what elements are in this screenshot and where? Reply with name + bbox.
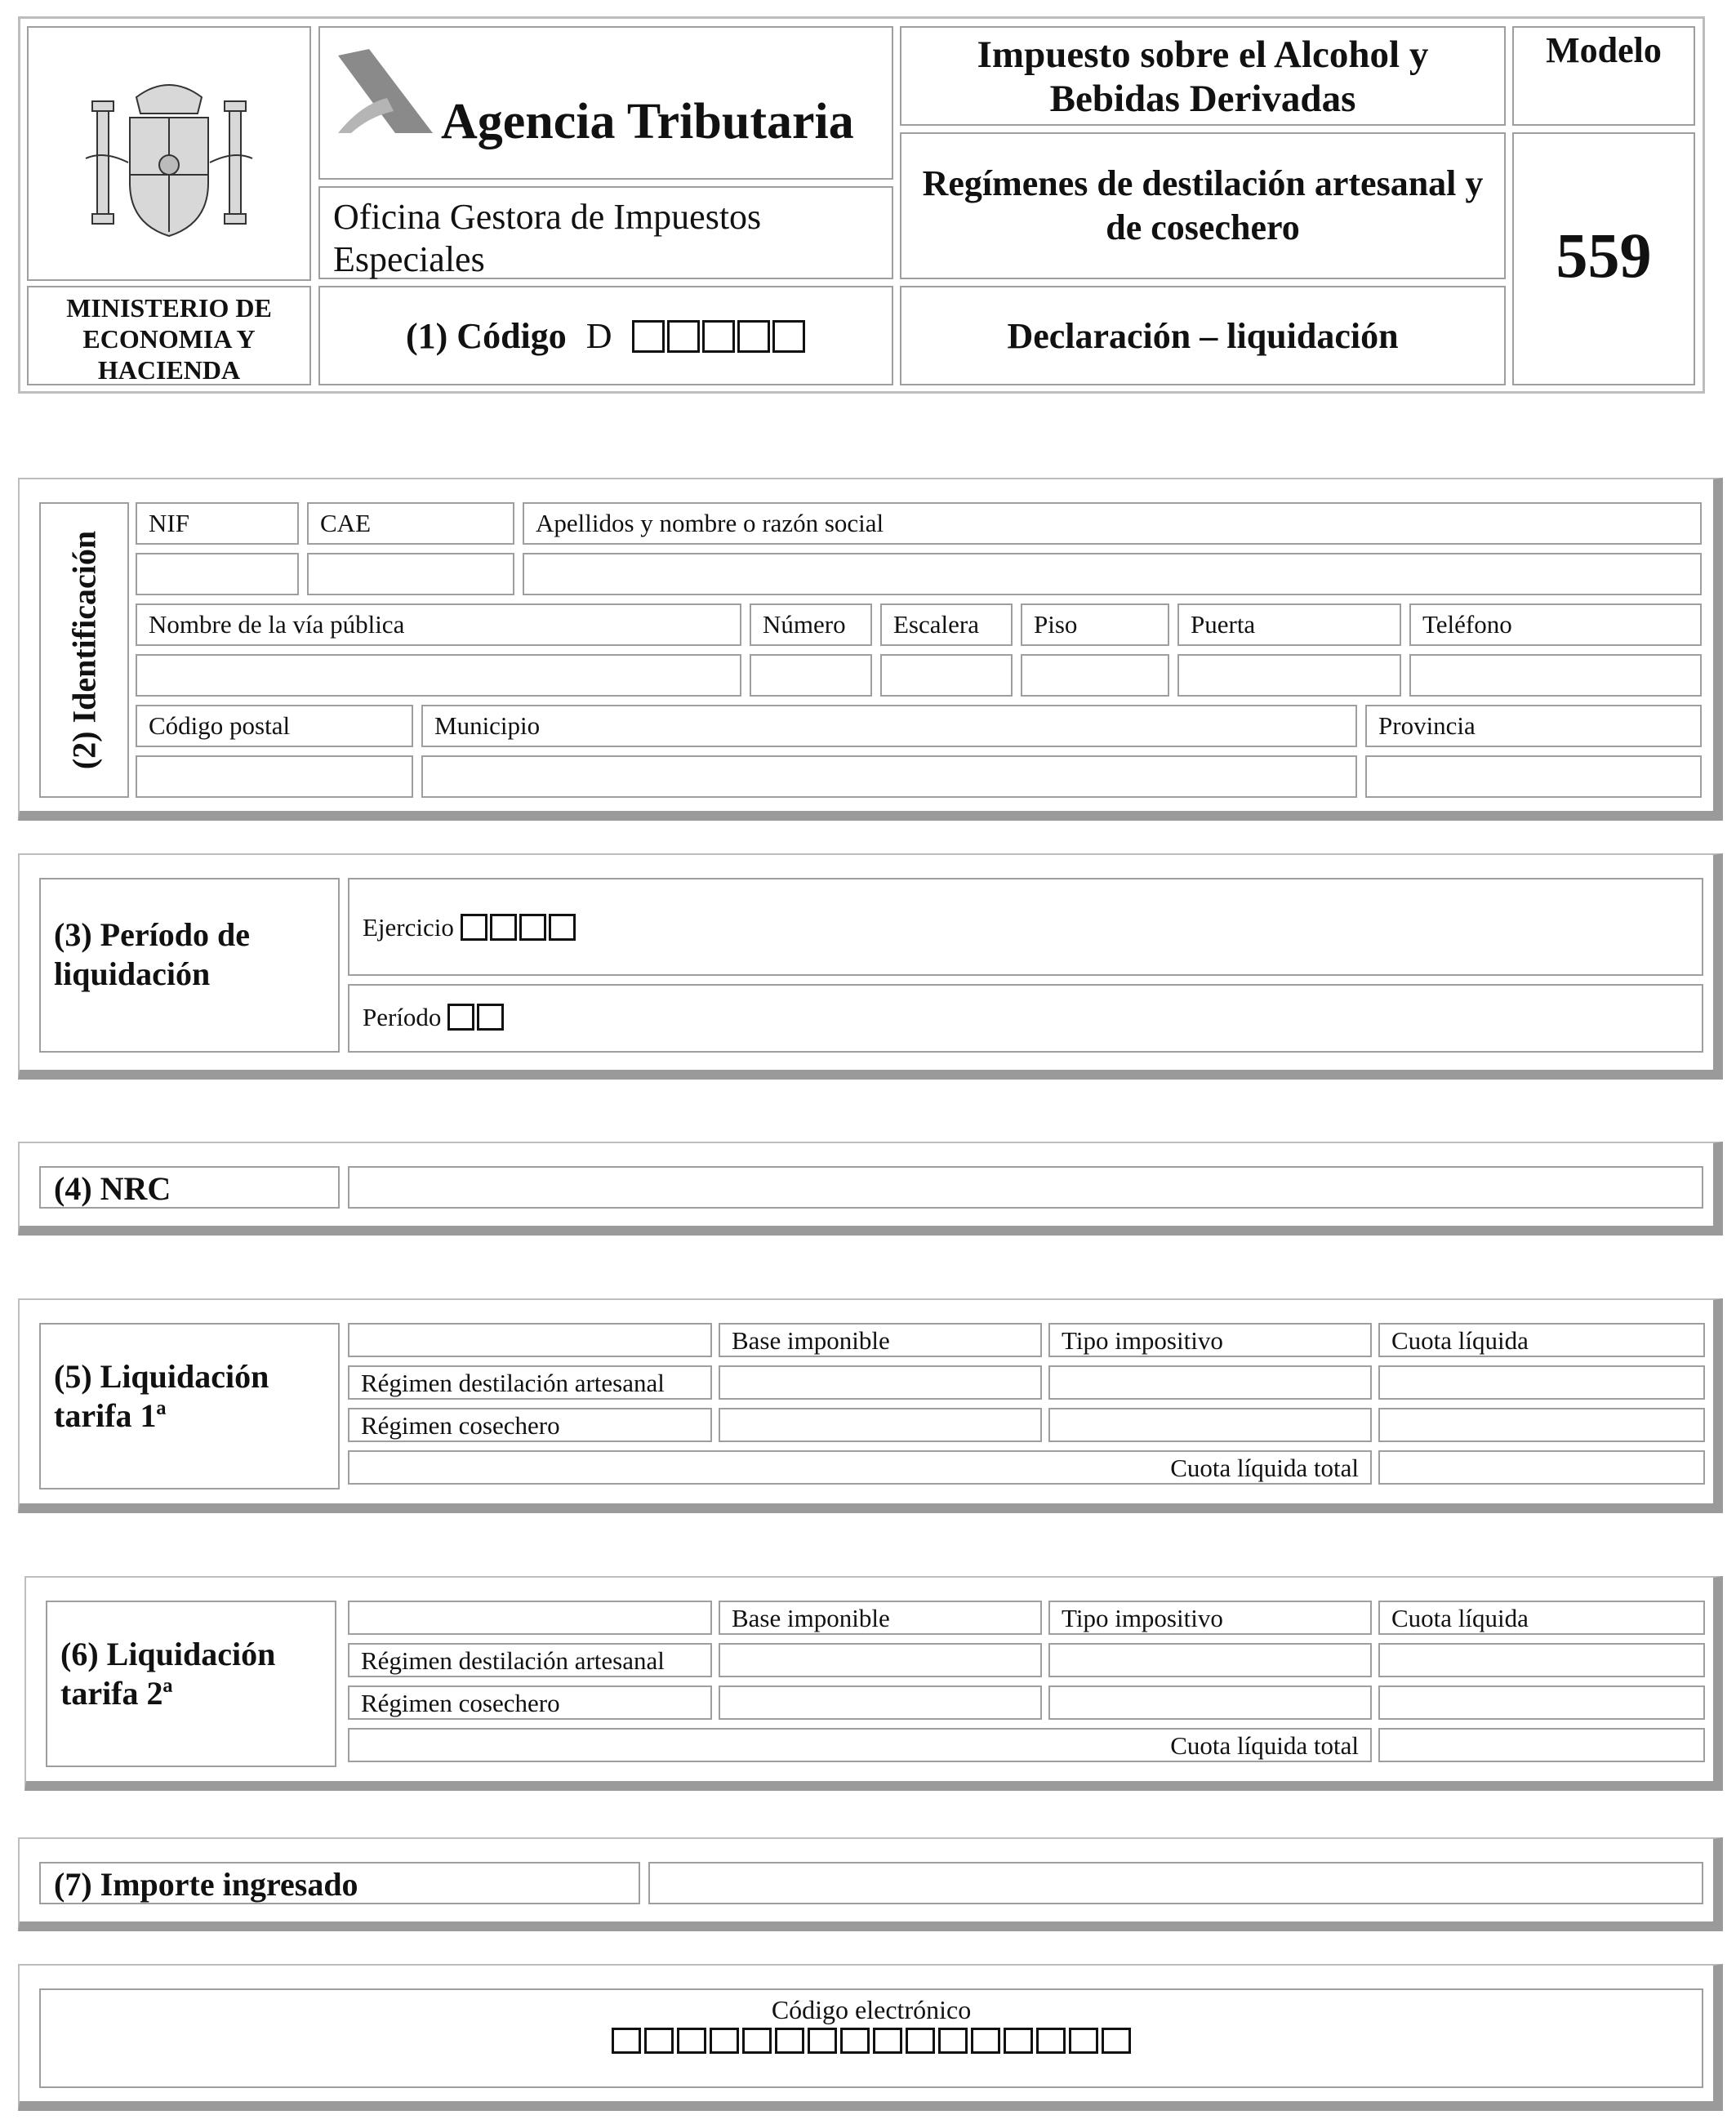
doc-type: Declaración – liquidación bbox=[1007, 316, 1399, 356]
electronico-cell bbox=[39, 1988, 1703, 2088]
periodo-box[interactable] bbox=[477, 1004, 504, 1031]
electronico-box[interactable] bbox=[677, 2028, 706, 2054]
ministry-name: MINISTERIO DE ECONOMIA Y HACIENDA bbox=[66, 293, 272, 385]
tarifa1-artesanal-cuota[interactable] bbox=[1378, 1365, 1705, 1400]
tarifa2-title: (6) Liquidación tarifa 2ª bbox=[60, 1636, 276, 1712]
telefono-label: Teléfono bbox=[1422, 610, 1512, 639]
importe-title: (7) Importe ingresado bbox=[54, 1866, 358, 1903]
electronico-box[interactable] bbox=[612, 2028, 641, 2054]
ejercicio-field[interactable] bbox=[348, 878, 1703, 976]
modelo-label-cell bbox=[1512, 26, 1695, 126]
tarifa1-col-tipo bbox=[1048, 1323, 1372, 1357]
numero-label: Número bbox=[763, 610, 846, 639]
via-label: Nombre de la vía pública bbox=[149, 610, 405, 639]
agency-logo-icon bbox=[336, 47, 434, 137]
agency-cell bbox=[318, 26, 893, 180]
periodo-field[interactable] bbox=[348, 984, 1703, 1053]
tarifa2-corner-cell bbox=[348, 1601, 712, 1635]
municipio-label-cell bbox=[421, 705, 1357, 747]
nif-label-cell bbox=[136, 502, 299, 545]
electronico-box[interactable] bbox=[971, 2028, 1000, 2054]
electronico-box[interactable] bbox=[938, 2028, 968, 2054]
modelo-number-cell bbox=[1512, 132, 1695, 385]
importe-panel bbox=[18, 1837, 1723, 1931]
tarifa2-row-artesanal-label: Régimen destilación artesanal bbox=[361, 1646, 665, 1675]
periodo-box[interactable] bbox=[447, 1004, 474, 1031]
modelo-number: 559 bbox=[1556, 220, 1652, 291]
tarifa1-cosechero-tipo[interactable] bbox=[1048, 1408, 1372, 1442]
nombre-label: Apellidos y nombre o razón social bbox=[536, 509, 884, 537]
periodo-boxes[interactable] bbox=[447, 1004, 504, 1031]
tarifa1-artesanal-base[interactable] bbox=[719, 1365, 1042, 1400]
tarifa2-cosechero-cuota[interactable] bbox=[1378, 1685, 1705, 1720]
provincia-label: Provincia bbox=[1378, 711, 1476, 740]
periodo-title-cell bbox=[39, 878, 340, 1053]
electronico-box[interactable] bbox=[873, 2028, 902, 2054]
puerta-label-cell bbox=[1177, 603, 1401, 646]
ejercicio-box[interactable] bbox=[549, 914, 576, 941]
tarifa1-panel bbox=[18, 1298, 1723, 1513]
tarifa2-artesanal-base[interactable] bbox=[719, 1643, 1042, 1677]
code-box[interactable] bbox=[772, 320, 805, 353]
puerta-label: Puerta bbox=[1191, 610, 1256, 639]
numero-field[interactable] bbox=[750, 654, 872, 697]
tarifa1-cosechero-base[interactable] bbox=[719, 1408, 1042, 1442]
electronico-box[interactable] bbox=[1036, 2028, 1066, 2054]
tax-title-cell bbox=[900, 26, 1506, 126]
electronico-box[interactable] bbox=[840, 2028, 870, 2054]
tarifa1-cosechero-cuota[interactable] bbox=[1378, 1408, 1705, 1442]
cp-label-cell bbox=[136, 705, 413, 747]
nif-label: NIF bbox=[149, 509, 189, 537]
electronico-box[interactable] bbox=[808, 2028, 837, 2054]
tarifa2-total-label-cell bbox=[348, 1728, 1372, 1762]
tarifa1-col-cuota bbox=[1378, 1323, 1705, 1357]
code-box[interactable] bbox=[702, 320, 735, 353]
tarifa2-artesanal-tipo[interactable] bbox=[1048, 1643, 1372, 1677]
tax-title: Impuesto sobre el Alcohol y Bebidas Derivadas bbox=[977, 33, 1429, 120]
identificacion-title: (2) Identificación bbox=[65, 530, 103, 770]
ejercicio-boxes[interactable] bbox=[461, 914, 576, 941]
tarifa1-title: (5) Liquidación tarifa 1ª bbox=[54, 1358, 269, 1434]
tarifa2-total-label: Cuota líquida total bbox=[1170, 1731, 1359, 1760]
cae-field[interactable] bbox=[307, 553, 514, 595]
office-cell bbox=[318, 186, 893, 279]
tarifa2-col-tipo-label: Tipo impositivo bbox=[1062, 1604, 1223, 1632]
nif-field[interactable] bbox=[136, 553, 299, 595]
telefono-field[interactable] bbox=[1409, 654, 1702, 697]
piso-label: Piso bbox=[1034, 610, 1078, 639]
ejercicio-box[interactable] bbox=[490, 914, 517, 941]
periodo-panel bbox=[18, 853, 1723, 1080]
cae-label: CAE bbox=[320, 509, 371, 537]
electronico-box[interactable] bbox=[1102, 2028, 1131, 2054]
ejercicio-label: Ejercicio bbox=[363, 913, 454, 942]
electronico-box[interactable] bbox=[644, 2028, 674, 2054]
tarifa2-col-cuota-label: Cuota líquida bbox=[1391, 1604, 1529, 1632]
electronico-box[interactable] bbox=[1004, 2028, 1033, 2054]
code-box[interactable] bbox=[667, 320, 700, 353]
electronico-box[interactable] bbox=[906, 2028, 935, 2054]
via-label-cell bbox=[136, 603, 741, 646]
escalera-field[interactable] bbox=[880, 654, 1013, 697]
puerta-field[interactable] bbox=[1177, 654, 1401, 697]
doc-type-cell bbox=[900, 286, 1506, 385]
provincia-label-cell bbox=[1365, 705, 1702, 747]
tarifa2-cosechero-base[interactable] bbox=[719, 1685, 1042, 1720]
tarifa2-cosechero-tipo[interactable] bbox=[1048, 1685, 1372, 1720]
tarifa1-total-label-cell bbox=[348, 1450, 1372, 1485]
tarifa2-artesanal-cuota[interactable] bbox=[1378, 1643, 1705, 1677]
identificacion-panel bbox=[18, 478, 1723, 821]
tarifa2-col-base-label: Base imponible bbox=[732, 1604, 890, 1632]
electronico-label: Código electrónico bbox=[771, 1995, 972, 2024]
tarifa2-col-cuota bbox=[1378, 1601, 1705, 1635]
tarifa1-col-base bbox=[719, 1323, 1042, 1357]
cp-field[interactable] bbox=[136, 755, 413, 798]
tarifa2-panel bbox=[24, 1576, 1723, 1791]
nrc-title: (4) NRC bbox=[54, 1170, 171, 1207]
piso-field[interactable] bbox=[1021, 654, 1169, 697]
code-prefix: D bbox=[585, 316, 612, 356]
tarifa1-title-cell bbox=[39, 1323, 340, 1489]
via-field[interactable] bbox=[136, 654, 741, 697]
tarifa1-corner-cell bbox=[348, 1323, 712, 1357]
tarifa1-row-cosechero bbox=[348, 1408, 712, 1442]
tarifa1-col-base-label: Base imponible bbox=[732, 1326, 890, 1355]
tarifa1-row-artesanal bbox=[348, 1365, 712, 1400]
code-label: (1) Código bbox=[406, 316, 567, 356]
numero-label-cell bbox=[750, 603, 872, 646]
code-boxes[interactable] bbox=[632, 320, 805, 353]
tarifa1-row-artesanal-label: Régimen destilación artesanal bbox=[361, 1369, 665, 1397]
electronico-box[interactable] bbox=[710, 2028, 739, 2054]
tarifa1-row-cosechero-label: Régimen cosechero bbox=[361, 1411, 560, 1440]
cae-label-cell bbox=[307, 502, 514, 545]
ejercicio-box[interactable] bbox=[461, 914, 487, 941]
nombre-field[interactable] bbox=[523, 553, 1702, 595]
coat-of-arms-cell bbox=[27, 26, 311, 281]
code-box[interactable] bbox=[737, 320, 770, 353]
nombre-label-cell bbox=[523, 502, 1702, 545]
tarifa2-col-base bbox=[719, 1601, 1042, 1635]
electronico-box[interactable] bbox=[1069, 2028, 1098, 2054]
telefono-label-cell bbox=[1409, 603, 1702, 646]
municipio-field[interactable] bbox=[421, 755, 1357, 798]
importe-field[interactable] bbox=[648, 1862, 1703, 1904]
tarifa1-artesanal-tipo[interactable] bbox=[1048, 1365, 1372, 1400]
electronico-box[interactable] bbox=[775, 2028, 804, 2054]
piso-label-cell bbox=[1021, 603, 1169, 646]
identificacion-title-cell bbox=[39, 502, 129, 798]
regime-title: Regímenes de destilación artesanal y de cosechero bbox=[922, 163, 1484, 247]
electronico-boxes[interactable] bbox=[612, 2028, 1131, 2054]
escalera-label: Escalera bbox=[893, 610, 979, 639]
tarifa2-row-artesanal bbox=[348, 1643, 712, 1677]
tarifa2-row-cosechero-label: Régimen cosechero bbox=[361, 1689, 560, 1717]
escalera-label-cell bbox=[880, 603, 1013, 646]
provincia-field[interactable] bbox=[1365, 755, 1702, 798]
tarifa2-col-tipo bbox=[1048, 1601, 1372, 1635]
periodo-label: Período bbox=[363, 1003, 442, 1031]
office-name: Oficina Gestora de Impuestos Especiales bbox=[333, 197, 762, 279]
ministry-cell bbox=[27, 286, 311, 385]
nrc-panel bbox=[18, 1142, 1723, 1236]
importe-title-cell bbox=[39, 1862, 640, 1904]
tarifa1-total-field[interactable] bbox=[1378, 1450, 1705, 1485]
tarifa1-total-label: Cuota líquida total bbox=[1170, 1454, 1359, 1482]
nrc-field[interactable] bbox=[348, 1166, 1703, 1209]
electronico-panel bbox=[18, 1964, 1723, 2111]
periodo-title: (3) Período de liquidación bbox=[54, 916, 250, 992]
code-cell bbox=[318, 286, 893, 385]
electronico-box[interactable] bbox=[742, 2028, 772, 2054]
tarifa2-total-field[interactable] bbox=[1378, 1728, 1705, 1762]
tarifa1-col-cuota-label: Cuota líquida bbox=[1391, 1326, 1529, 1355]
modelo-label: Modelo bbox=[1546, 30, 1662, 70]
cp-label: Código postal bbox=[149, 711, 291, 740]
coat-of-arms-icon bbox=[79, 69, 259, 248]
ejercicio-box[interactable] bbox=[519, 914, 546, 941]
tarifa2-row-cosechero bbox=[348, 1685, 712, 1720]
agency-name: Agencia Tributaria bbox=[441, 94, 854, 149]
nrc-title-cell bbox=[39, 1166, 340, 1209]
municipio-label: Municipio bbox=[434, 711, 541, 740]
tarifa2-title-cell bbox=[46, 1601, 336, 1767]
tarifa1-col-tipo-label: Tipo impositivo bbox=[1062, 1326, 1223, 1355]
regime-title-cell bbox=[900, 132, 1506, 279]
code-box[interactable] bbox=[632, 320, 665, 353]
